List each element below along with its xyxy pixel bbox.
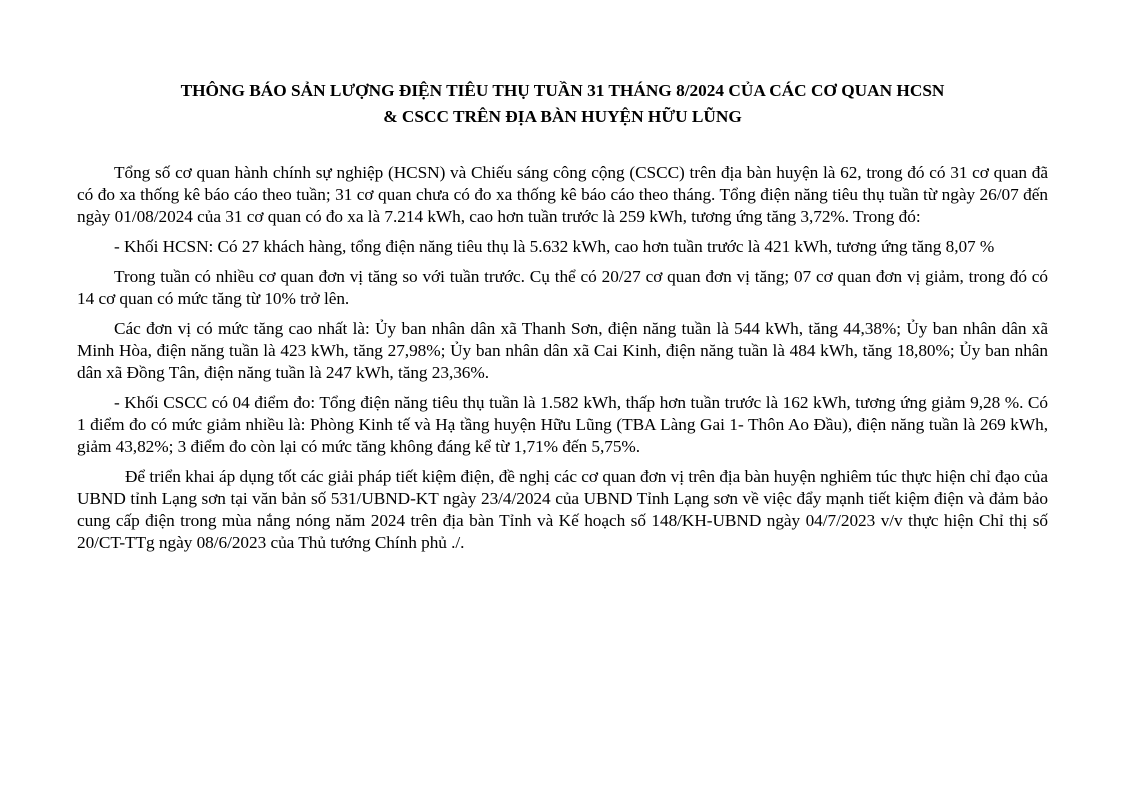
paragraph-cscc: - Khối CSCC có 04 điểm đo: Tổng điện năng tiêu thụ tuần là 1.582 kWh, thấp hơn tuần trước là 162 kWh, tương ứng giảm 9,28 %. Có 1 điểm đo có mức giảm nhiều là: Phòng Kinh tế và Hạ tầng huyện Hữu Lũng (TBA Làng Gai 1- Thôn Ao Đầu), điện năng tuần là 269 kWh, giảm 43,82%; 3 điểm đo còn lại có mức tăng không đáng kể từ 1,71% đến 5,75%. (77, 393, 1048, 456)
paragraph-recommendation: Để triển khai áp dụng tốt các giải pháp tiết kiệm điện, đề nghị các cơ quan đơn vị trên địa bàn huyện nghiêm túc thực hiện chỉ đạo của UBND tỉnh Lạng sơn tại văn bản số 531/UBND-KT ngày 23/4/2024 của UBND Tỉnh Lạng sơn về việc đẩy mạnh tiết kiệm điện và đảm bảo cung cấp điện trong mùa nắng nóng năm 2024 trên địa bàn Tỉnh và Kế hoạch số 148/KH-UBND ngày 04/7/2023 v/v thực hiện Chỉ thị số 20/CT-TTg ngày 08/6/2023 của Thủ tướng Chính phủ ./. (77, 467, 1048, 552)
document-page (77, 78, 1048, 562)
title-line-1: THÔNG BÁO SẢN LƯỢNG ĐIỆN TIÊU THỤ TUẦN 31 THÁNG 8/2024 CỦA CÁC CƠ QUAN HCSN (180, 81, 945, 100)
title-line-2: & CSCC TRÊN ĐỊA BÀN HUYỆN HỮU LŨNG (383, 107, 742, 126)
paragraph-top-increase: Các đơn vị có mức tăng cao nhất là: Ủy ban nhân dân xã Thanh Sơn, điện năng tuần là 544 kWh, tăng 44,38%; Ủy ban nhân dân xã Minh Hòa, điện năng tuần là 423 kWh, tăng 27,98%; Ủy ban nhân dân xã Cai Kinh, điện năng tuần là 484 kWh, tăng 18,80%; Ủy ban nhân dân xã Đồng Tân, điện năng tuần là 247 kWh, tăng 23,36%. (77, 319, 1048, 382)
paragraph-summary: Tổng số cơ quan hành chính sự nghiệp (HCSN) và Chiếu sáng công cộng (CSCC) trên địa bàn huyện là 62, trong đó có 31 cơ quan đã có đo xa thống kê báo cáo theo tuần; 31 cơ quan chưa có đo xa thống kê báo cáo theo tháng. Tổng điện năng tiêu thụ tuần từ ngày 26/07 đến ngày 01/08/2024 của 31 cơ quan có đo xa là 7.214 kWh, cao hơn tuần trước là 259 kWh, tương ứng tăng 3,72%. Trong đó: (77, 163, 1048, 226)
document-title (77, 78, 1048, 130)
paragraph-hcsn: - Khối HCSN: Có 27 khách hàng, tổng điện năng tiêu thụ là 5.632 kWh, cao hơn tuần trước là 421 kWh, tương ứng tăng 8,07 % (114, 237, 995, 256)
document-body (77, 162, 1048, 554)
paragraph-change-count: Trong tuần có nhiều cơ quan đơn vị tăng so với tuần trước. Cụ thể có 20/27 cơ quan đơn vị tăng; 07 cơ quan đơn vị giảm, trong đó có 14 cơ quan có mức tăng từ 10% trở lên. (77, 267, 1048, 308)
